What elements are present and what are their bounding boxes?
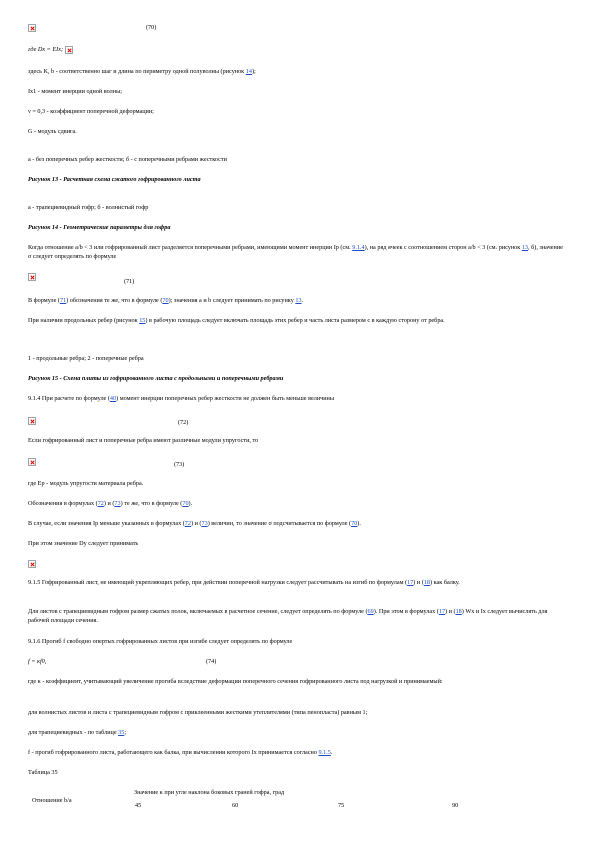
text: ) обозначения те же, что в формуле ( — [66, 297, 163, 304]
text: ) и ( — [445, 608, 456, 615]
paragraph: для волнистых листов и листа с трапециевидным гофром с приклеенными жесткими утеплителями (типа пенопласта) равным 1; — [28, 709, 368, 716]
paragraph — [28, 578, 567, 587]
formula-image-row — [28, 559, 567, 568]
equation-number: (72) — [178, 419, 189, 426]
formula-70-row — [28, 23, 567, 32]
paragraph — [28, 728, 567, 737]
broken-image-icon — [28, 458, 36, 466]
paragraph: ν = 0,3 - коэффициент поперечной деформации; — [28, 108, 154, 115]
equation-number: (74) — [206, 658, 217, 665]
figure-legend: 1 - продольные ребра; 2 - поперечные ребра — [28, 355, 144, 362]
text: ) величин, то значение σ подсчитывается по формуле ( — [207, 520, 352, 527]
paragraph: где κ - коэффициент, учитывающий увеличение прогиба вследствие деформации поперечного сечения гофрированного листа под нагрузкой и принимаемый: — [28, 678, 443, 685]
link-formula-73[interactable]: 73 — [201, 520, 208, 527]
figure-legend: а - без поперечных ребер жесткости; б - с поперечными ребрами жесткости — [28, 156, 227, 163]
link-formula-69[interactable]: 69 — [367, 608, 374, 615]
text: , б), значение σ следует определять по формуле — [28, 244, 563, 260]
formula-71-row — [28, 272, 567, 285]
text: При наличии продольных ребер (рисунок — [28, 317, 140, 324]
paragraph: Ix1 - момент инерции одной волны; — [28, 88, 122, 95]
text: 9.1.4 При расчете по формуле ( — [28, 395, 110, 402]
text: ) те же, что в формуле ( — [120, 500, 183, 507]
broken-image-icon — [65, 46, 73, 54]
text: Когда отношение a/b < 3 или гофрированный лист разделяется поперечными ребрами, имеющими момент инерции Ip (см. — [28, 244, 353, 251]
link-formula-18[interactable]: 18 — [423, 579, 430, 586]
text: ); значения a и b следует принимать по рисунку — [168, 297, 296, 304]
table-group-header: Значение κ при угле наклона боковых граней гофра, град — [134, 789, 285, 796]
link-formula-70[interactable]: 70 — [182, 500, 189, 507]
text: . — [301, 297, 304, 304]
paragraph — [28, 243, 567, 261]
broken-image-icon — [28, 560, 36, 568]
link-figure-14[interactable]: 14 — [245, 68, 252, 75]
text: Для листов с трапециевидным гофром размер сжатых полок, включаемых в расчетное сечение, следует определять по формуле ( — [28, 608, 368, 615]
text: ), на ряд ячеек с соотношением сторон a/b < 3 (см. рисунок — [364, 244, 522, 251]
table-title: Таблица 35 — [28, 769, 58, 776]
table-column-header: 90 — [452, 802, 459, 809]
text: В случае, если значения Ip меньше указанных в формулах ( — [28, 520, 185, 527]
paragraph — [28, 394, 567, 403]
broken-image-icon — [28, 273, 36, 281]
link-figure-15[interactable]: 15 — [139, 317, 146, 324]
text: здесь K, b - соответственно шаг и длина по периметру одной полуволны (рисунок — [28, 68, 246, 75]
table-row-header: Отношение b/a — [32, 797, 72, 804]
equation-number: (71) — [124, 278, 135, 285]
formula-text: f = κf0, — [28, 658, 47, 665]
paragraph: G - модуль сдвига. — [28, 128, 77, 135]
paragraph — [28, 296, 567, 305]
formula-73-row — [28, 457, 567, 466]
text: ; — [124, 729, 127, 736]
paragraph — [28, 67, 567, 76]
link-formula-70[interactable]: 70 — [162, 297, 169, 304]
paragraph — [28, 607, 567, 625]
where-dx-line — [28, 45, 567, 54]
text: ). При этом в формулах ( — [373, 608, 439, 615]
text: ) и ( — [103, 500, 115, 507]
link-formula-73[interactable]: 73 — [114, 500, 121, 507]
broken-image-icon — [28, 24, 36, 32]
text: ). — [357, 520, 361, 527]
paragraph: 9.1.6 Прогиб f свободно опертых гофрированных листов при изгибе следует определять по формуле — [28, 638, 293, 645]
figure-caption: Рисунок 13 - Расчетная схема сжатого гофрированного листа — [28, 176, 201, 183]
paragraph — [28, 316, 567, 325]
paragraph — [28, 519, 567, 528]
link-section-9-1-5[interactable]: 9.1.5 — [318, 749, 331, 756]
text: Обозначения в формулах ( — [28, 500, 98, 507]
link-section-9-1-4[interactable]: 9.1.4 — [352, 244, 365, 251]
table-column-header: 45 — [135, 802, 142, 809]
text: В формуле ( — [28, 297, 60, 304]
link-formula-18[interactable]: 18 — [455, 608, 462, 615]
link-formula-40[interactable]: 40 — [109, 395, 117, 402]
link-formula-71[interactable]: 71 — [59, 297, 67, 304]
figure-caption: Рисунок 15 - Схема плиты из гофрированного листа с продольными и поперечными ребрами — [28, 375, 284, 382]
text: ) и ( — [413, 579, 424, 586]
link-figure-13[interactable]: 13 — [295, 297, 302, 304]
text: ) и ( — [190, 520, 202, 527]
link-figure-13[interactable]: 13 — [521, 244, 529, 251]
table-column-header: 75 — [338, 802, 345, 809]
text: ); — [251, 68, 256, 75]
formula-72-row — [28, 416, 567, 425]
text: для трапециевидных - по таблице — [28, 729, 119, 736]
paragraph — [28, 499, 567, 508]
equation-number: (73) — [174, 461, 185, 468]
link-formula-72[interactable]: 72 — [184, 520, 191, 527]
text: ) в рабочую площадь следует включать площадь этих ребер и часть листа размером c в каждую сторону от ребра. — [145, 317, 445, 324]
text: . — [330, 749, 333, 756]
text: f - прогиб гофрированного листа, работающего как балка, при вычислении которого Ix принимается согласно — [28, 749, 319, 756]
text: ) как балку. — [430, 579, 460, 586]
text: ) момент инерции поперечных ребер жесткости не должен быть меньше величины — [116, 395, 335, 402]
text: ). — [188, 500, 193, 507]
link-formula-72[interactable]: 72 — [97, 500, 104, 507]
figure-legend: а - трапециевидный гофр; б - волнистый гофр — [28, 204, 149, 211]
link-table-35[interactable]: 35 — [118, 729, 125, 736]
link-formula-17[interactable]: 17 — [438, 608, 446, 615]
text: где Dx = EIx; — [28, 46, 64, 53]
text: ) Wx и Ix следует вычислять для рабочей площади сечения. — [28, 608, 548, 624]
figure-caption: Рисунок 14 - Геометрические параметры для гофра — [28, 224, 171, 231]
equation-number: (70) — [146, 24, 157, 31]
paragraph: При этом значение Dy следует принимать — [28, 540, 139, 547]
paragraph — [28, 748, 567, 757]
formula-74-row — [28, 657, 567, 666]
paragraph: где Ep - модуль упругости материала ребра. — [28, 480, 144, 487]
link-formula-70[interactable]: 70 — [351, 520, 358, 527]
table-column-header: 60 — [232, 802, 239, 809]
text: 9.1.5 Гофрированный лист, не имеющий укрепляющих ребер, при действии поперечной нагрузки следует рассчитывать на изгиб по формулам ( — [28, 579, 408, 586]
broken-image-icon — [28, 417, 36, 425]
paragraph: Если гофрированный лист и поперечные ребра имеют различные модули упругости, то — [28, 437, 259, 444]
link-formula-17[interactable]: 17 — [407, 579, 414, 586]
